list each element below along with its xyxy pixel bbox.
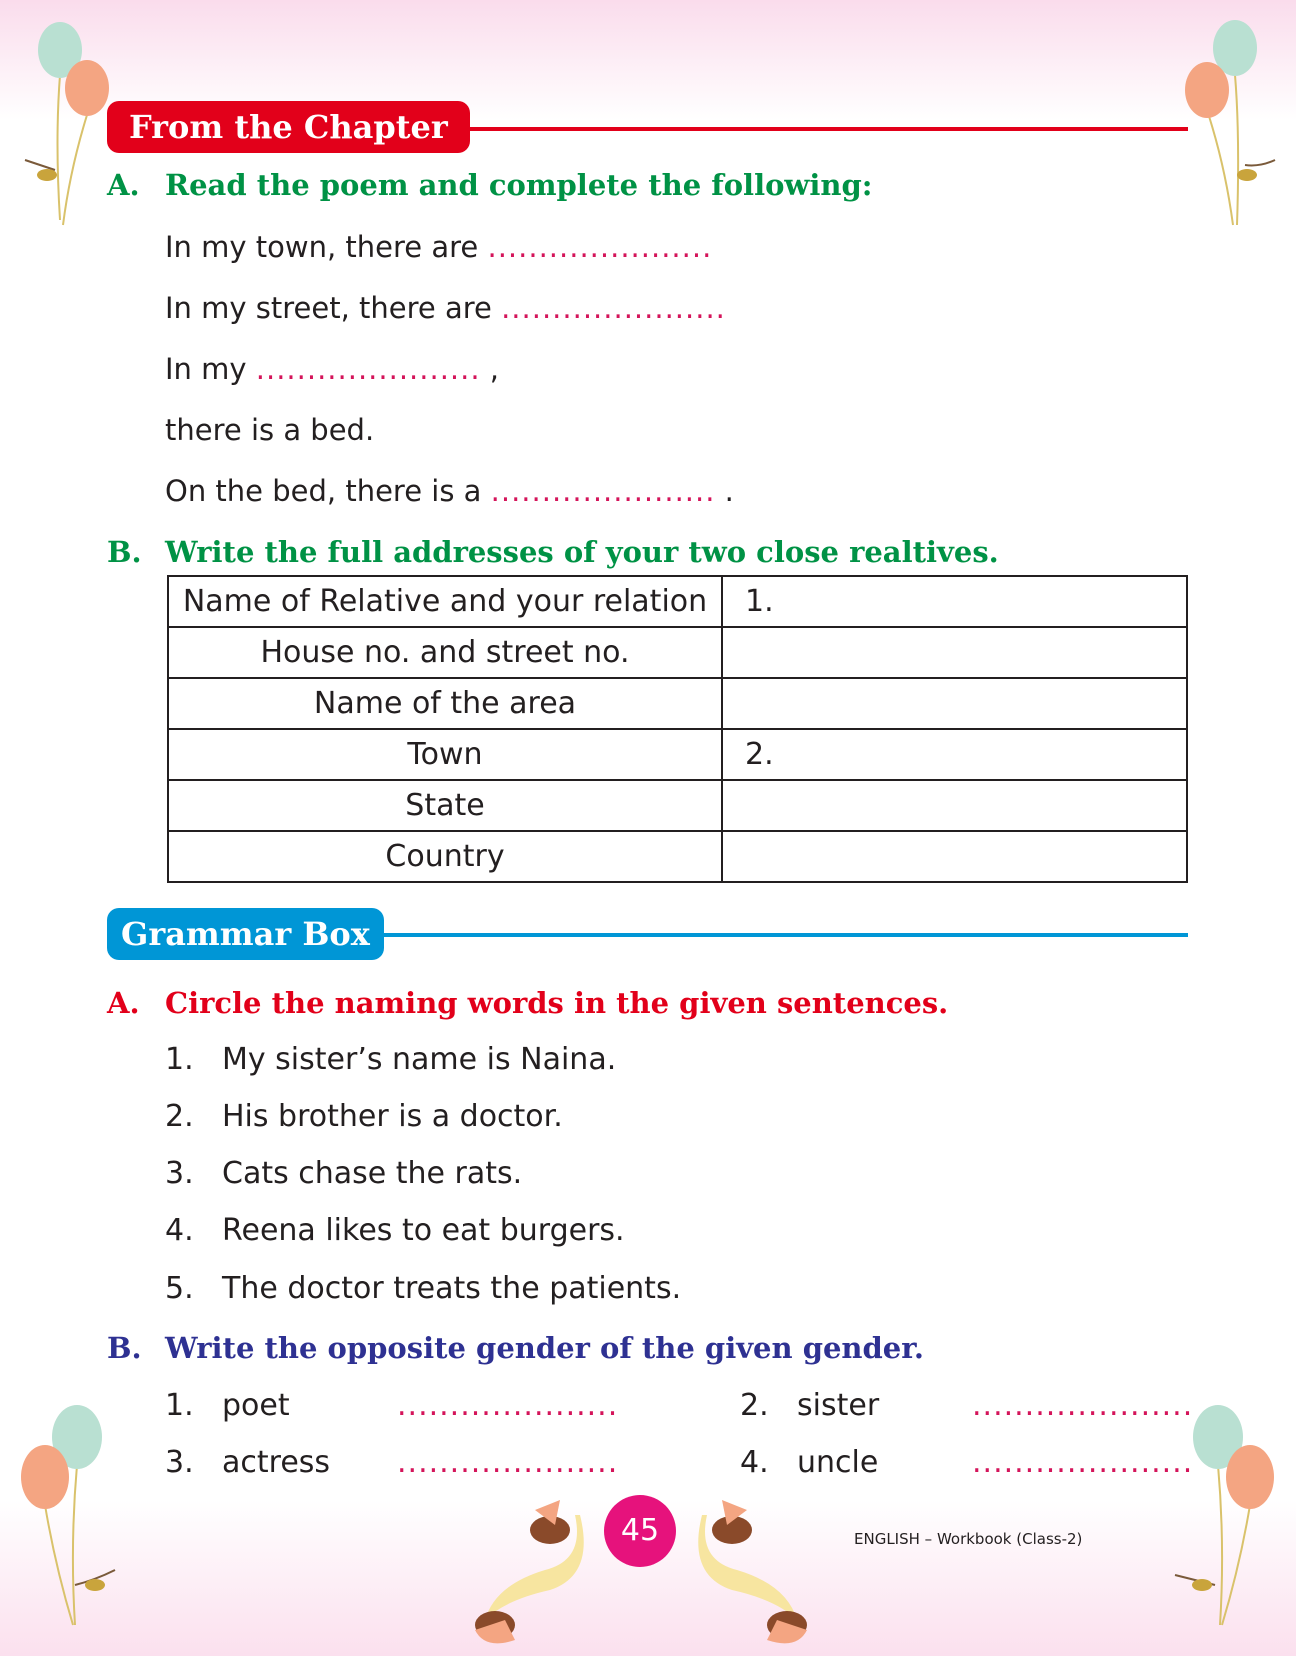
question-text: Write the opposite gender of the given gender. [165,1331,924,1365]
gender-item [165,1445,618,1480]
question-letter: B. [107,1331,142,1365]
row-label: State [168,780,722,831]
row-value-cell[interactable] [722,627,1187,678]
poem-text: there is a bed. [165,413,375,447]
question-a-heading [107,168,872,202]
item-number: 2. [740,1388,769,1423]
question-text: Read the poem and complete the following: [165,168,873,202]
poem-line-2 [165,291,726,325]
poem-text: On the bed, there is a [165,474,482,508]
fill-in-blank[interactable]: ..................... [972,1388,1194,1423]
row-label: Country [168,831,722,882]
list-item [165,1271,681,1306]
table-row [168,678,1187,729]
gender-item [165,1388,618,1423]
question-letter: A. [107,168,140,202]
poem-text: In my town, there are [165,230,479,264]
item-number: 1. [165,1388,194,1423]
sentence-text[interactable]: His brother is a doctor. [222,1099,563,1134]
table-row [168,780,1187,831]
section-tab-grammar-box: Grammar Box [107,908,384,960]
item-number: 2. [165,1099,194,1134]
given-word: actress [222,1445,331,1480]
balloons-bottom-left-decoration [15,1405,125,1635]
section-divider-red [465,127,1188,131]
row-value-cell[interactable]: 1. [722,576,1187,627]
gender-item [740,1388,1193,1423]
sentence-text[interactable]: My sister’s name is Naina. [222,1042,617,1077]
row-value-cell[interactable] [722,780,1187,831]
fill-in-blank[interactable]: ...................... [490,474,716,508]
list-item [165,1156,522,1191]
page-number-badge: 45 [604,1495,676,1567]
table-row [168,627,1187,678]
row-value-cell[interactable] [722,678,1187,729]
table-row [168,831,1187,882]
fill-in-blank[interactable]: ..................... [972,1445,1194,1480]
given-word: sister [797,1388,880,1423]
poem-text: In my [165,352,247,386]
question-letter: A. [107,986,140,1020]
question-text: Write the full addresses of your two close realtives. [165,535,999,569]
list-item [165,1099,563,1134]
grammar-question-a-heading [107,986,948,1020]
section-divider-blue [380,933,1188,937]
balloons-top-right-decoration [1175,15,1285,240]
given-word: uncle [797,1445,879,1480]
birds-left-decoration [455,1490,590,1650]
gender-item [740,1445,1193,1480]
footer-book-title: ENGLISH – Workbook (Class-2) [854,1530,1083,1548]
fill-in-blank[interactable]: ..................... [397,1445,619,1480]
table-row [168,729,1187,780]
list-item [165,1213,625,1248]
row-label: House no. and street no. [168,627,722,678]
item-number: 3. [165,1156,194,1191]
poem-line-3 [165,352,499,386]
balloons-bottom-right-decoration [1170,1405,1285,1635]
grammar-question-b-heading [107,1331,924,1365]
fill-in-blank[interactable]: ...................... [487,230,713,264]
item-number: 4. [165,1213,194,1248]
row-label: Town [168,729,722,780]
fill-in-blank[interactable]: ...................... [501,291,726,325]
poem-line-1 [165,230,712,264]
row-value-cell[interactable]: 2. [722,729,1187,780]
poem-line-4 [165,413,374,447]
sentence-text[interactable]: Cats chase the rats. [222,1156,523,1191]
question-letter: B. [107,535,142,569]
poem-text: In my street, there are [165,291,492,325]
birds-right-decoration [692,1490,827,1650]
punctuation: , [480,352,500,386]
row-label: Name of the area [168,678,722,729]
question-text: Circle the naming words in the given sentences. [165,986,949,1020]
punctuation: . [715,474,734,508]
given-word: poet [222,1388,290,1423]
list-item [165,1042,616,1077]
sentence-text[interactable]: Reena likes to eat burgers. [222,1213,625,1248]
table-row [168,576,1187,627]
fill-in-blank[interactable]: ...................... [255,352,481,386]
item-number: 5. [165,1271,194,1306]
sentence-text[interactable]: The doctor treats the patients. [222,1271,682,1306]
row-label: Name of Relative and your relation [168,576,722,627]
section-tab-from-the-chapter: From the Chapter [107,101,470,153]
item-number: 1. [165,1042,194,1077]
item-number: 4. [740,1445,769,1480]
row-value-cell[interactable] [722,831,1187,882]
item-number: 3. [165,1445,194,1480]
address-table [167,575,1188,883]
poem-line-5 [165,474,734,508]
question-b-heading [107,535,999,569]
fill-in-blank[interactable]: ..................... [397,1388,619,1423]
